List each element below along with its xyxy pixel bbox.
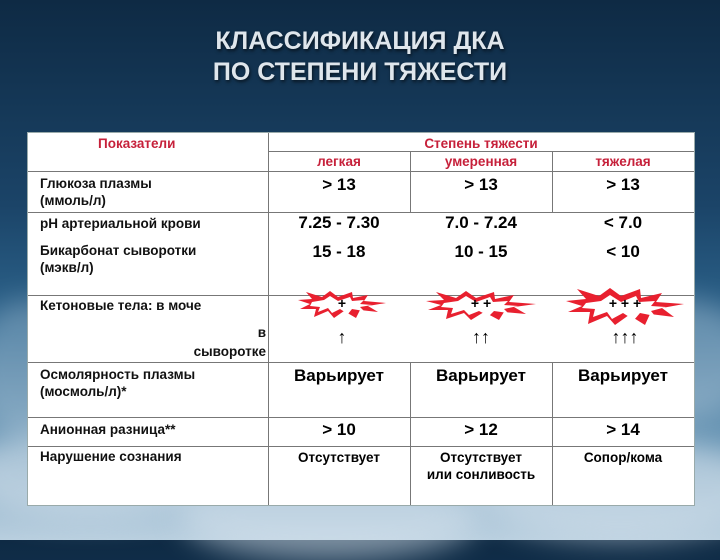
bicarbonate-severe: < 10 (606, 242, 640, 261)
glucose-moderate: > 13 (464, 175, 498, 194)
ph-moderate: 7.0 - 7.24 (445, 213, 517, 232)
row-label-ketones-urine: Кетоновые тела: в моче (40, 298, 202, 313)
consciousness-moderate: Отсутствует или сонливость (426, 450, 536, 482)
osmolality-mild: Варьирует (294, 366, 384, 385)
row-label-bicarbonate: Бикарбонат сыворотки (мэкв/л) (40, 243, 197, 275)
osmolality-moderate: Варьирует (436, 366, 526, 385)
anion-gap-mild: > 10 (322, 420, 356, 439)
ketones-urine-severe: + + + (608, 295, 642, 311)
row-label-ph: pH артериальной крови (40, 216, 201, 231)
slide-title-line2: ПО СТЕПЕНИ ТЯЖЕСТИ (212, 58, 508, 86)
row-label-ketones-serum: в сыворотке (193, 325, 266, 359)
row-label-anion-gap: Анионная разница** (40, 422, 176, 437)
header-severity: Степень тяжести (424, 136, 538, 151)
header-moderate: умеренная (444, 154, 518, 169)
slide-title-line1: КЛАССИФИКАЦИЯ ДКА (215, 27, 505, 55)
consciousness-severe: Сопор/кома (583, 450, 663, 465)
consciousness-mild: Отсутствует (298, 450, 380, 465)
row-divider (28, 446, 694, 447)
ph-severe: < 7.0 (603, 213, 643, 232)
slide-title (0, 26, 720, 88)
glucose-mild: > 13 (322, 175, 356, 194)
ketones-serum-mild: ↑ (337, 327, 347, 347)
ketones-urine-mild: + (337, 295, 347, 311)
ph-mild: 7.25 - 7.30 (298, 213, 380, 232)
ketones-serum-moderate: ↑↑ (472, 327, 490, 347)
ketones-urine-moderate: + + (470, 295, 492, 311)
header-severe: тяжелая (595, 154, 651, 169)
anion-gap-moderate: > 12 (464, 420, 498, 439)
osmolality-severe: Варьирует (578, 366, 668, 385)
dka-classification-table (27, 132, 695, 506)
bicarbonate-moderate: 10 - 15 (454, 242, 508, 261)
row-divider (28, 171, 694, 172)
ketones-serum-severe: ↑↑↑ (611, 327, 639, 347)
anion-gap-severe: > 14 (606, 420, 640, 439)
glucose-severe: > 13 (606, 175, 640, 194)
row-divider (28, 362, 694, 363)
header-mild: легкая (317, 154, 361, 169)
row-divider (268, 151, 694, 152)
row-label-osmolality: Осмолярность плазмы (мосмоль/л)* (40, 367, 196, 399)
row-label-glucose: Глюкоза плазмы (ммоль/л) (40, 176, 152, 208)
bicarbonate-mild: 15 - 18 (312, 242, 366, 261)
header-indicators: Показатели (98, 136, 176, 151)
row-label-consciousness: Нарушение сознания (40, 449, 182, 464)
row-divider (28, 417, 694, 418)
